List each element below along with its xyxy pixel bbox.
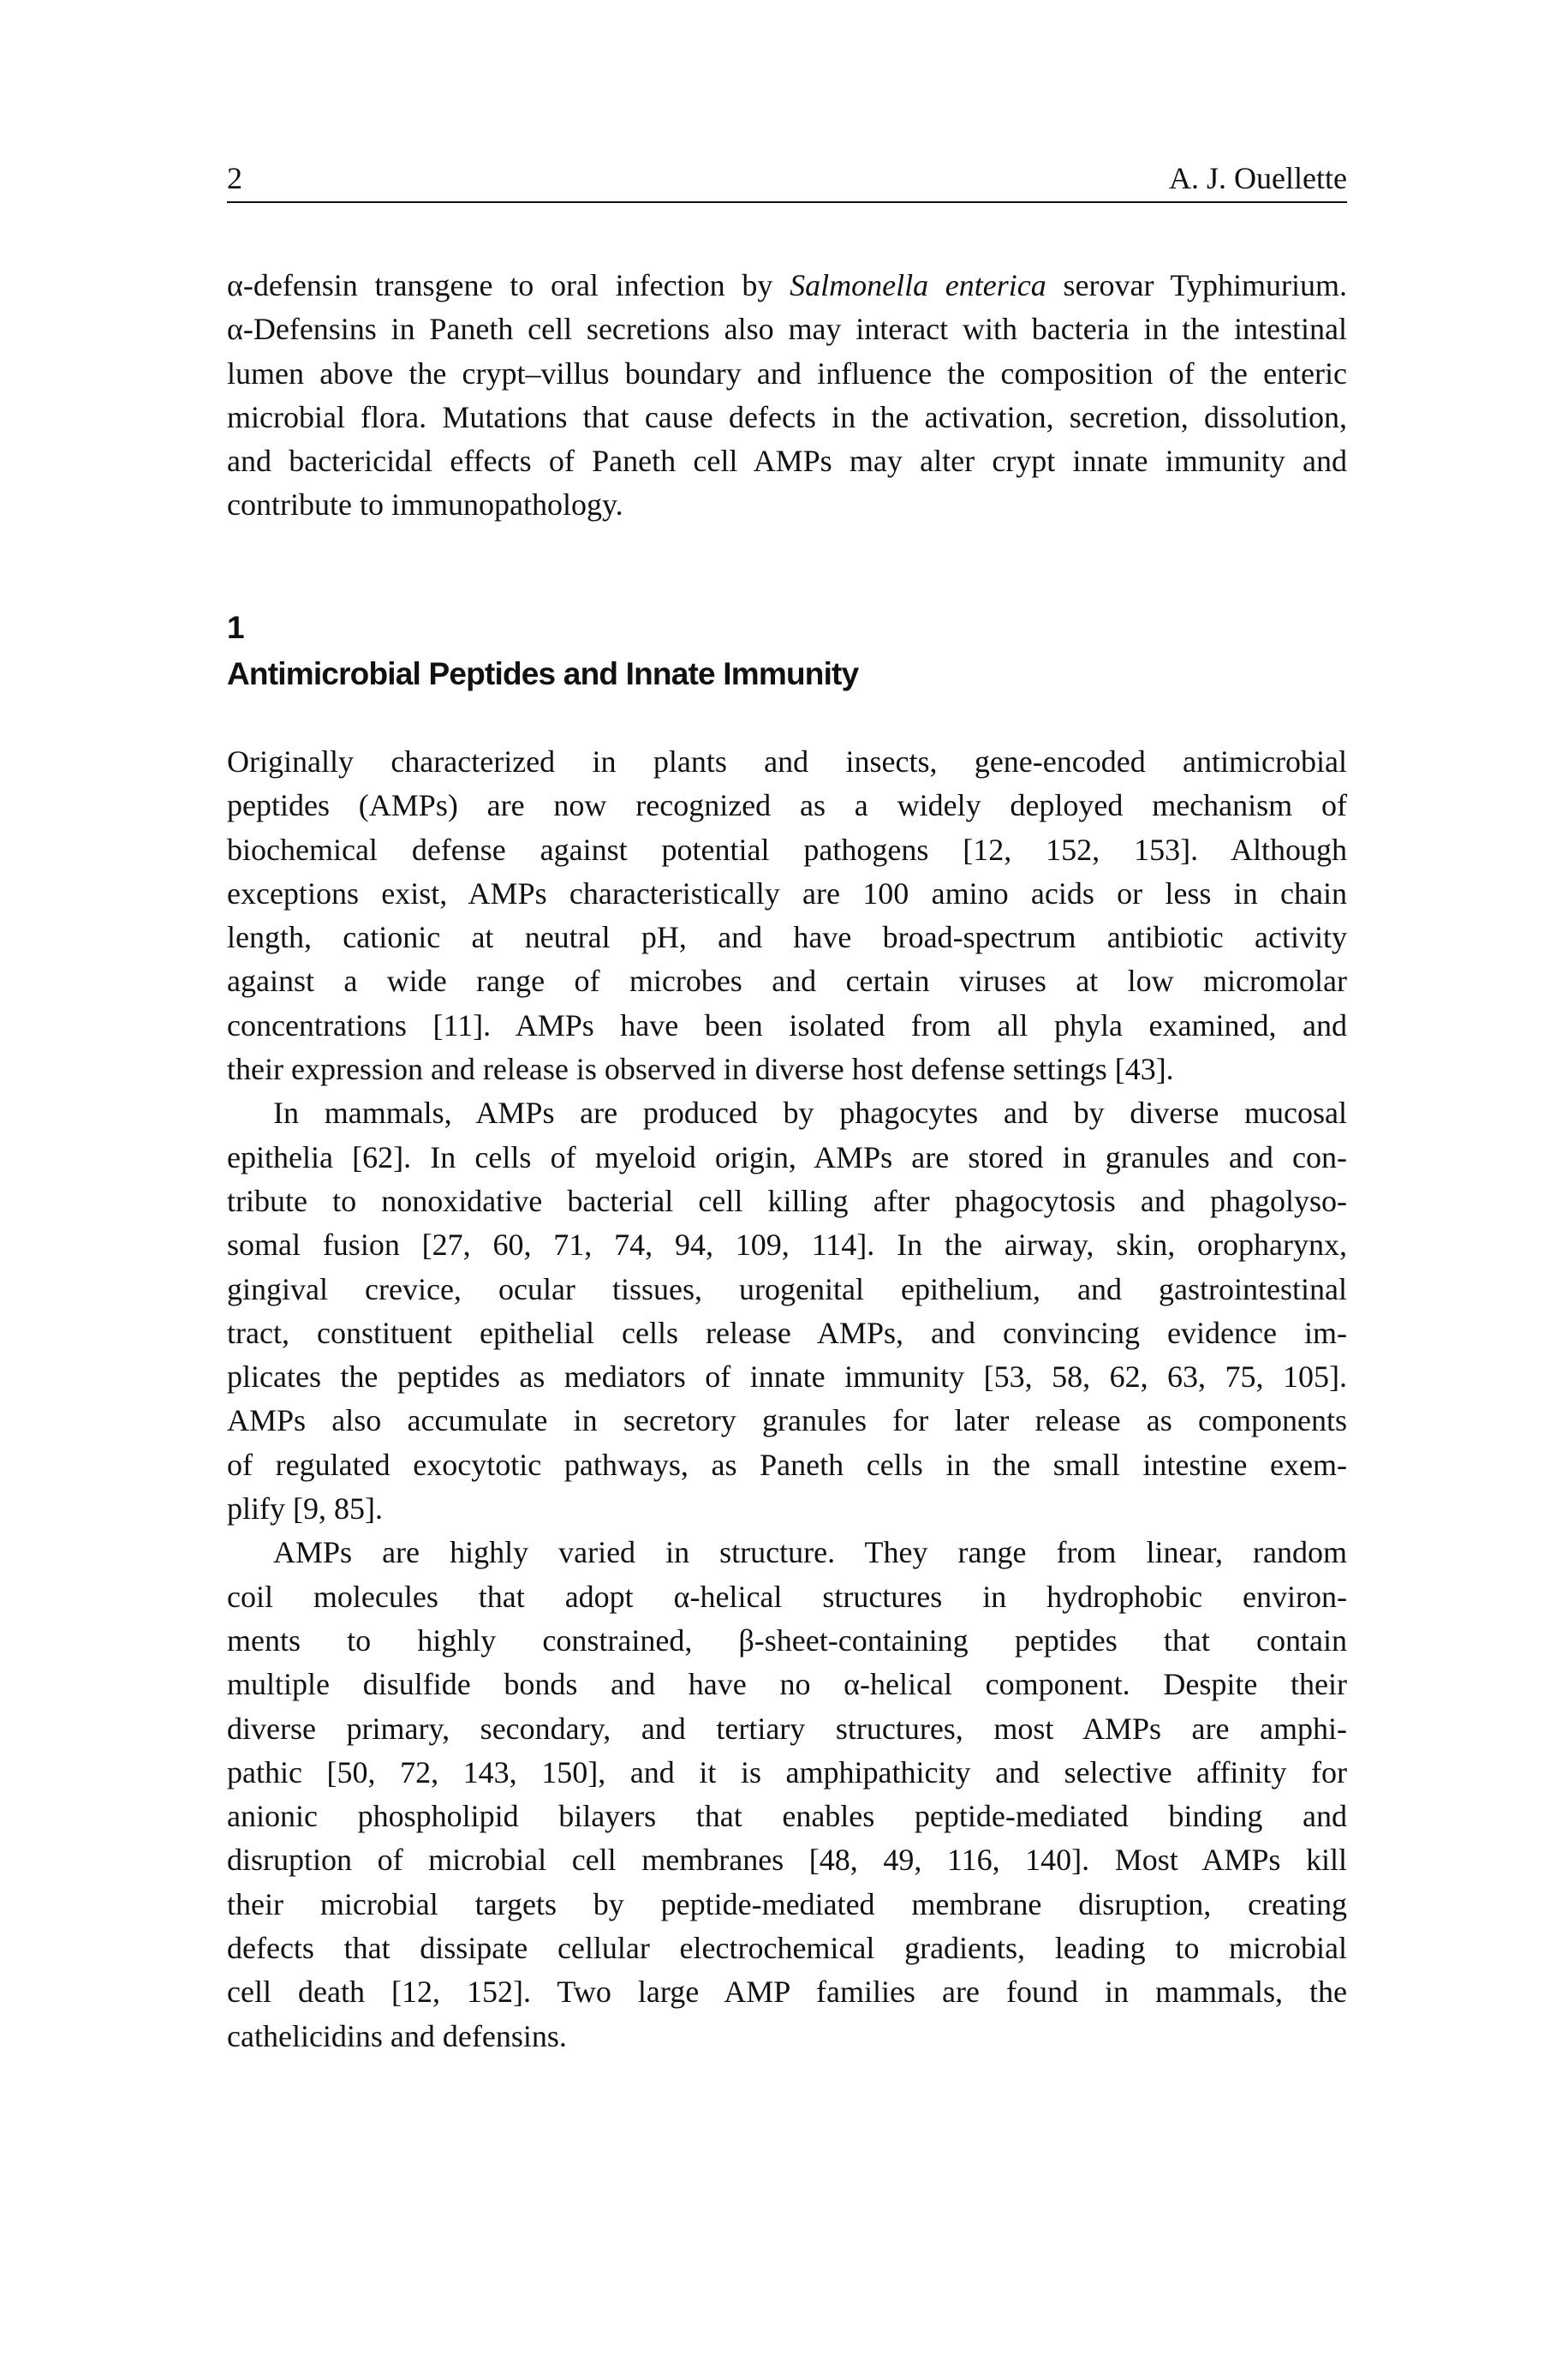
text-line: cathelicidins and defensins. [227, 2018, 567, 2053]
running-header-author: A. J. Ouellette [1169, 161, 1347, 195]
text-line: anionic phospholipid bilayers that enables peptide-mediated binding and [227, 1799, 1347, 1834]
text-line: peptides (AMPs) are now recognized as a widely deployed mechanism of [227, 788, 1347, 823]
text-line: AMPs are highly varied in structure. They range from linear, random [273, 1535, 1347, 1570]
text-line: microbial flora. Mutations that cause defects in the activation, secretion, dissolution, [227, 399, 1347, 434]
text-line: contribute to immunopathology. [227, 487, 623, 523]
header-rule [227, 201, 1347, 203]
intro-paragraph [227, 264, 1347, 528]
text-line: gingival crevice, ocular tissues, urogenital epithelium, and gastrointestinal [227, 1271, 1347, 1306]
species-name: Salmonella enterica [790, 268, 1046, 302]
text-line: Originally characterized in plants and insects, gene-encoded antimicrobial [227, 744, 1347, 779]
text-line: concentrations [11]. AMPs have been isolated from all phyla examined, and [227, 1007, 1347, 1043]
page-number: 2 [227, 161, 242, 195]
text-line: disruption of microbial cell membranes [48, 49, 116, 140]. Most AMPs kill [227, 1843, 1347, 1878]
text-line: exceptions exist, AMPs characteristically are 100 amino acids or less in chain [227, 875, 1347, 911]
text-line: plify [9, 85]. [227, 1491, 383, 1527]
text-line: defects that dissipate cellular electrochemical gradients, leading to microbial [227, 1931, 1347, 1966]
text-span: α-defensin transgene to oral infection by [227, 268, 790, 302]
text-line [227, 264, 1347, 308]
paragraph [227, 740, 1347, 1091]
text-line: epithelia [62]. In cells of myeloid origin, AMPs are stored in granules and con- [227, 1139, 1347, 1174]
text-line: pathic [50, 72, 143, 150], and it is amphipathicity and selective affinity for [227, 1754, 1347, 1789]
paragraph [227, 1091, 1347, 1531]
text-line: of regulated exocytotic pathways, as Paneth cells in the small intestine exem- [227, 1447, 1347, 1482]
text-line: multiple disulfide bonds and have no α-helical component. Despite their [227, 1667, 1347, 1702]
text-line: In mammals, AMPs are produced by phagocytes and by diverse mucosal [273, 1096, 1347, 1131]
text-line: α-Defensins in Paneth cell secretions also may interact with bacteria in the intestinal [227, 312, 1347, 347]
text-span: serovar Typhimurium. [1046, 268, 1348, 302]
text-line: plicates the peptides as mediators of innate immunity [53, 58, 62, 63, 75, 105]. [227, 1359, 1347, 1395]
running-header [227, 156, 1347, 200]
text-line: AMPs also accumulate in secretory granules for later release as components [227, 1403, 1347, 1438]
section-title: Antimicrobial Peptides and Innate Immunity [227, 656, 859, 691]
paragraph [227, 1531, 1347, 2058]
text-line: tribute to nonoxidative bacterial cell killing after phagocytosis and phagolyso- [227, 1183, 1347, 1218]
text-line: somal fusion [27, 60, 71, 74, 94, 109, 114]. In the airway, skin, oropharynx, [227, 1228, 1347, 1263]
text-line: biochemical defense against potential pathogens [12, 152, 153]. Although [227, 832, 1347, 867]
text-line: coil molecules that adopt α-helical structures in hydrophobic environ- [227, 1579, 1347, 1614]
text-line: length, cationic at neutral pH, and have broad-spectrum antibiotic activity [227, 920, 1347, 955]
text-line: against a wide range of microbes and certain viruses at low micromolar [227, 964, 1347, 999]
text-line: cell death [12, 152]. Two large AMP families are found in mammals, the [227, 1975, 1347, 2010]
text-line: ments to highly constrained, β-sheet-containing peptides that contain [227, 1622, 1347, 1658]
section-body [227, 740, 1347, 2058]
text-line: their microbial targets by peptide-mediated membrane disruption, creating [227, 1886, 1347, 1921]
text-line: lumen above the crypt–villus boundary and influence the composition of the enteric [227, 356, 1347, 391]
text-line: and bactericidal effects of Paneth cell AMPs may alter crypt innate immunity and [227, 444, 1347, 479]
text-line: their expression and release is observed in diverse host defense settings [43]. [227, 1052, 1174, 1087]
section-number: 1 [227, 610, 244, 645]
text-line: diverse primary, secondary, and tertiary structures, most AMPs are amphi- [227, 1711, 1347, 1746]
text-line: tract, constituent epithelial cells release AMPs, and convincing evidence im- [227, 1315, 1347, 1350]
